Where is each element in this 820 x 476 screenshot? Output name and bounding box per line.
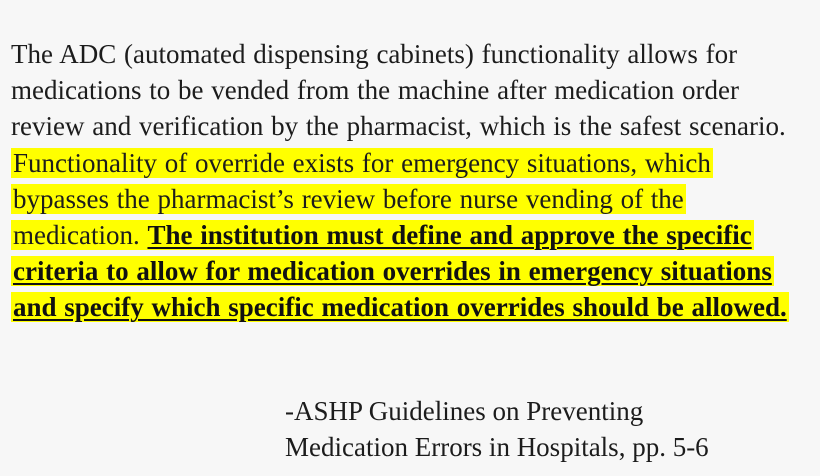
citation-line-2: Medication Errors in Hospitals, pp. 5-6 <box>285 432 709 462</box>
highlighted-sentence: Functionality of override exists for emergency situations, which bypasses the pharmacist’s review before nurse vending of the medication. <box>13 147 711 251</box>
quote-emphasized-text: The institution must define and approve the specific criteria to allow for medication overrides in emergency situations and specify which specific medication overrides should be allowed. <box>13 220 787 323</box>
quote-highlighted-text <box>11 148 789 323</box>
citation <box>285 393 709 465</box>
quote-paragraph <box>11 36 810 326</box>
citation-line-1: -ASHP Guidelines on Preventing <box>285 396 644 426</box>
quote-plain-text: The ADC (automated dispensing cabinets) functionality allows for medications to be vended from the machine after medication order review and verification by the pharmacist, which is the safest scenario. <box>11 39 786 142</box>
